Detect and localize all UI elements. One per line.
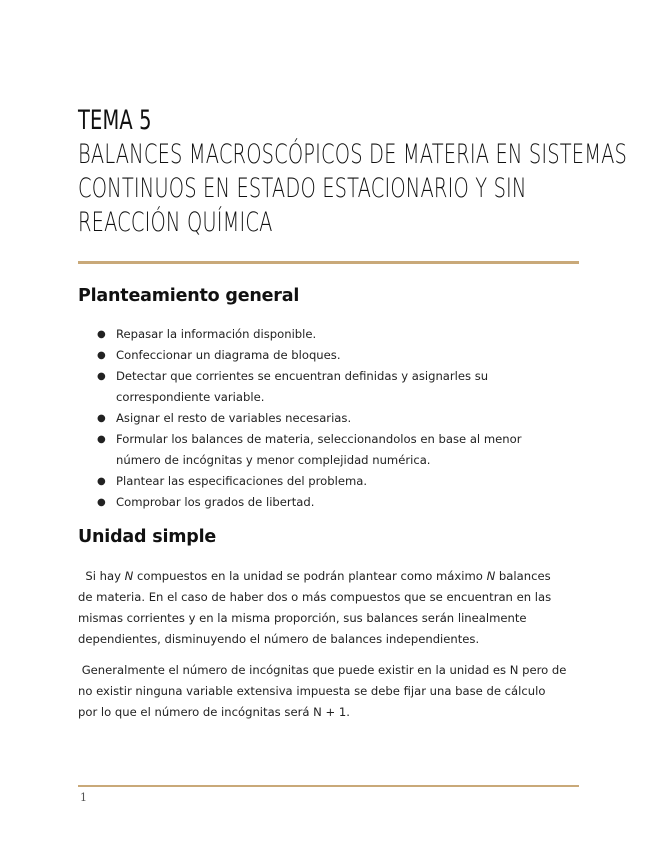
variable-n: N [486, 569, 496, 583]
paragraph-balances [78, 566, 568, 650]
chapter-title-line-2: CONTINUOS EN ESTADO ESTACIONARIO Y SIN [78, 173, 527, 204]
footer-divider [78, 785, 579, 787]
bullet-icon: ● [97, 497, 106, 508]
page-number: 1 [80, 791, 87, 804]
bullet-icon: ● [97, 476, 106, 487]
title-divider [78, 261, 579, 264]
bullet-icon: ● [97, 371, 106, 382]
variable-n: N [124, 569, 134, 583]
paragraph-text: compuestos en la unidad se podrán plantear como máximo [133, 569, 487, 583]
list-item [78, 471, 568, 492]
chapter-number: TEMA 5 [78, 105, 152, 136]
bullet-icon: ● [97, 329, 106, 340]
title-block [78, 104, 628, 240]
list-item [78, 324, 568, 345]
list-item-text: Asignar el resto de variables necesarias. [116, 411, 352, 425]
list-item [78, 492, 568, 513]
steps-list [78, 324, 568, 513]
paragraph-text: balances de materia. En el caso de haber dos o más compuestos que se encuentran en las mismas corrientes y en la misma proporción, sus balances serán linealmente dependientes, disminuyendo el número de balances independientes. [78, 569, 552, 646]
bullet-icon: ● [97, 413, 106, 424]
list-item-text: Confeccionar un diagrama de bloques. [116, 348, 341, 362]
section-heading-unidad-simple: Unidad simple [78, 527, 217, 547]
list-item-text: Plantear las especificaciones del problema. [116, 474, 368, 488]
bullet-icon: ● [97, 350, 106, 361]
list-item [78, 429, 568, 471]
list-item-text: Detectar que corrientes se encuentran definidas y asignarles su correspondiente variable. [116, 369, 489, 404]
chapter-title-line-1: BALANCES MACROSCÓPICOS DE MATERIA EN SISTEMAS [78, 139, 628, 170]
list-item [78, 345, 568, 366]
bullet-icon: ● [97, 434, 106, 445]
list-item-text: Repasar la información disponible. [116, 327, 317, 341]
list-item-text: Comprobar los grados de libertad. [116, 495, 315, 509]
section-heading-planteamiento: Planteamiento general [78, 286, 300, 306]
paragraph-incognitas [78, 660, 568, 723]
list-item-text: Formular los balances de materia, seleccionandolos en base al menor número de incógnitas y menor complejidad numérica. [116, 432, 522, 467]
list-item [78, 408, 568, 429]
paragraph-text: Generalmente el número de incógnitas que puede existir en la unidad es N pero de no existir ninguna variable extensiva impuesta se debe fijar una base de cálculo por lo que el número de incógnitas será N + 1. [78, 663, 567, 719]
list-item [78, 366, 568, 408]
chapter-title-line-3: REACCIÓN QUÍMICA [78, 207, 273, 238]
paragraph-text: Si hay [85, 569, 125, 583]
